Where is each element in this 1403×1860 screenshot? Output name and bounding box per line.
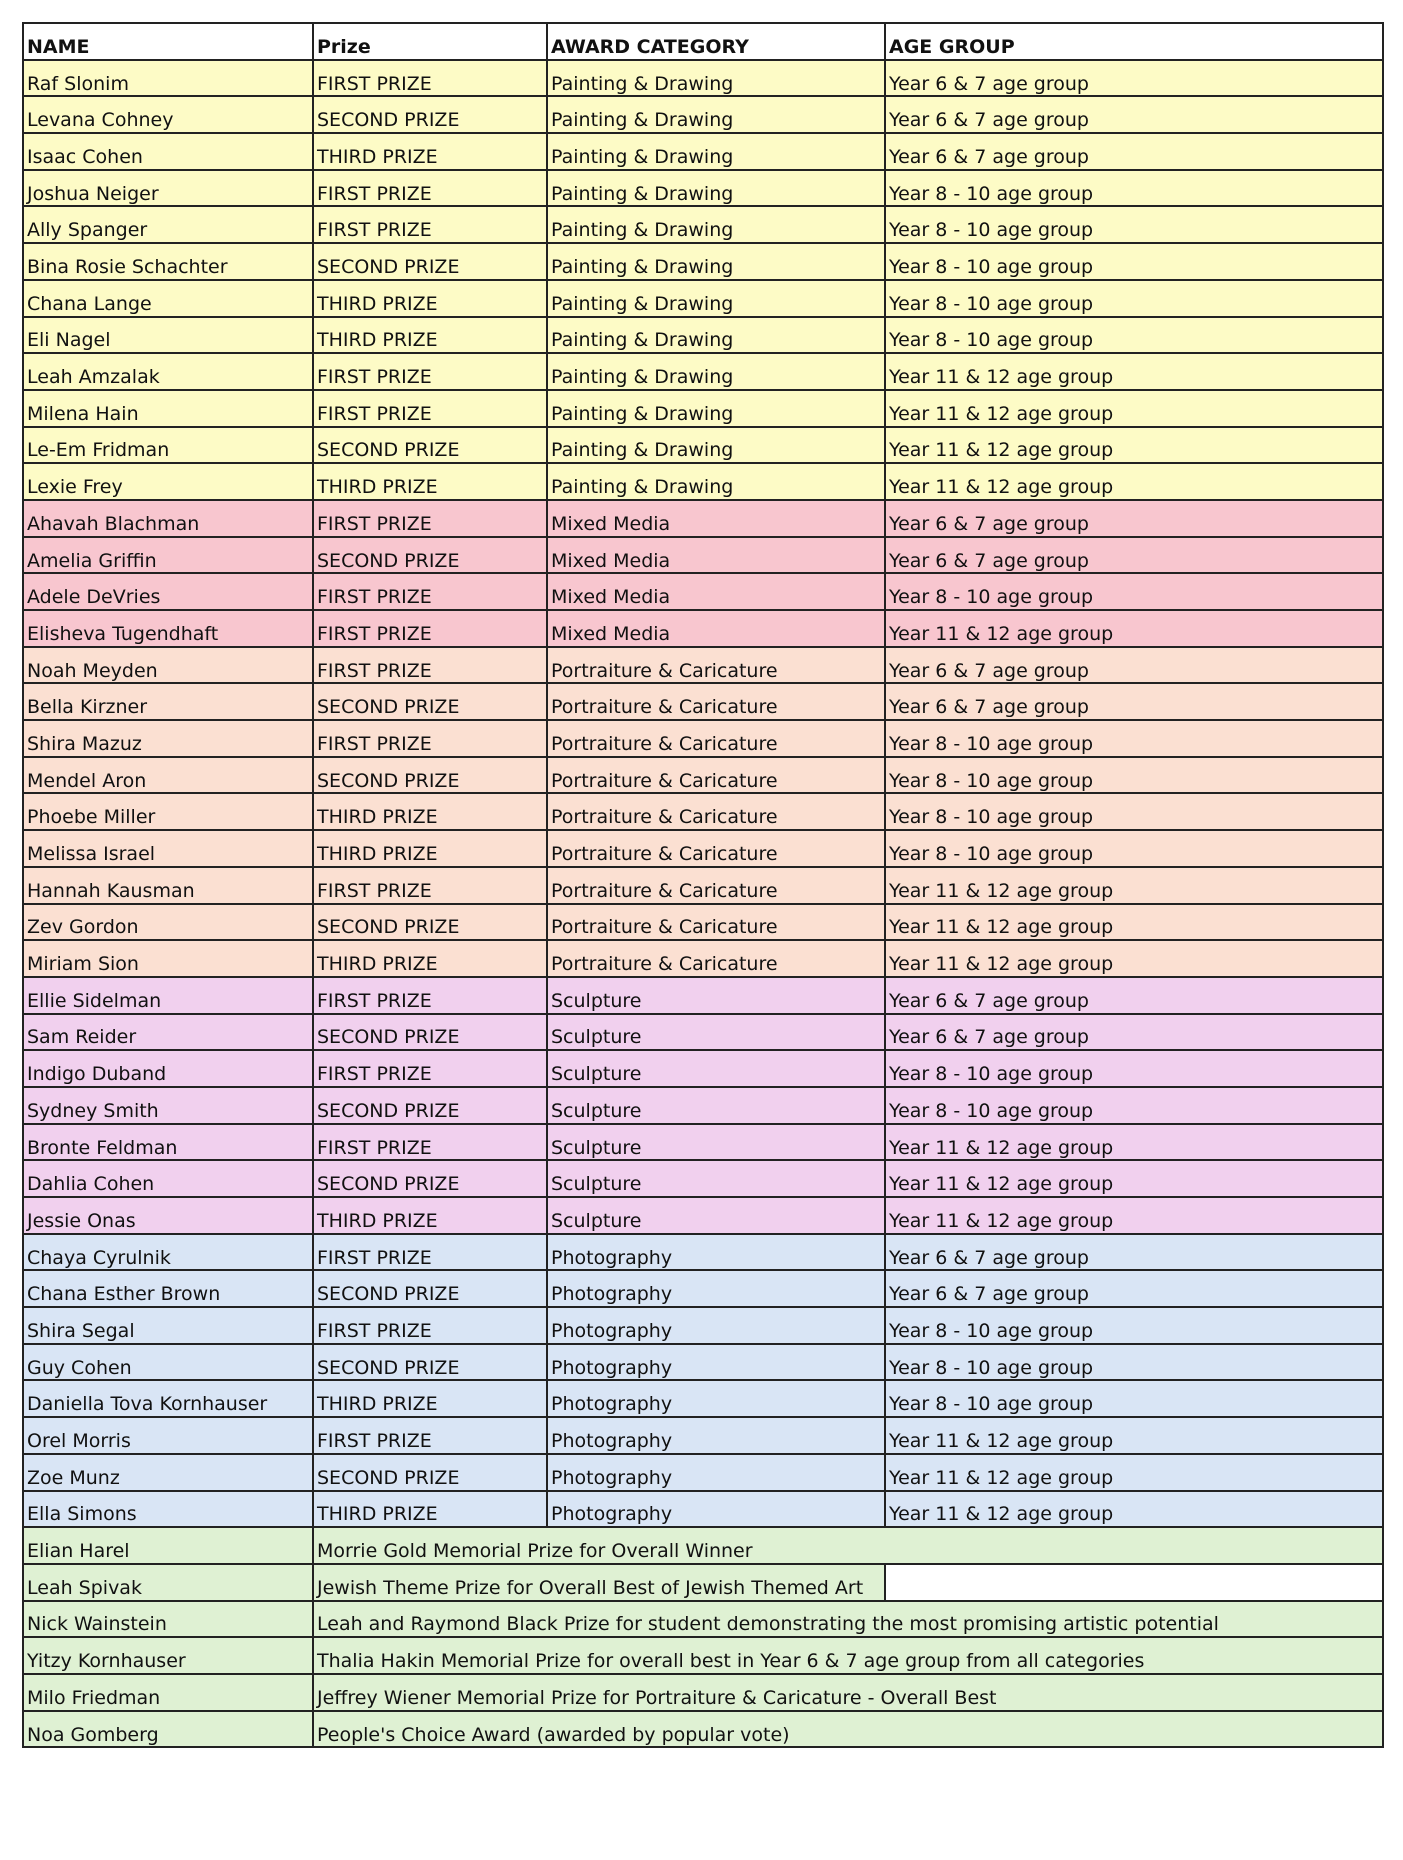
cell-age-group: Year 8 - 10 age group bbox=[885, 170, 1383, 207]
cell-age-group: Year 11 & 12 age group bbox=[885, 427, 1383, 464]
cell-prize: FIRST PRIZE bbox=[313, 60, 547, 97]
table-row bbox=[23, 280, 1383, 317]
cell-name: Ally Spanger bbox=[23, 206, 313, 243]
cell-prize: THIRD PRIZE bbox=[313, 1491, 547, 1528]
cell-award-category: Photography bbox=[547, 1270, 885, 1307]
cell-age-group: Year 6 & 7 age group bbox=[885, 683, 1383, 720]
cell-award-category: Mixed Media bbox=[547, 573, 885, 610]
cell-prize: FIRST PRIZE bbox=[313, 500, 547, 537]
cell-age-group: Year 6 & 7 age group bbox=[885, 500, 1383, 537]
table-row bbox=[23, 1380, 1383, 1417]
cell-prize: SECOND PRIZE bbox=[313, 1344, 547, 1381]
table-row bbox=[23, 1307, 1383, 1344]
cell-award-category: Portraiture & Caricature bbox=[547, 904, 885, 941]
header-row bbox=[23, 23, 1383, 60]
cell-name: Jessie Onas bbox=[23, 1197, 313, 1234]
cell-prize: SECOND PRIZE bbox=[313, 757, 547, 794]
cell-name: Bina Rosie Schachter bbox=[23, 243, 313, 280]
cell-name: Elian Harel bbox=[23, 1527, 313, 1564]
cell-age-group: Year 6 & 7 age group bbox=[885, 977, 1383, 1014]
cell-award-category: Photography bbox=[547, 1380, 885, 1417]
table-row bbox=[23, 683, 1383, 720]
cell-prize: FIRST PRIZE bbox=[313, 1124, 547, 1161]
cell-award-category: Painting & Drawing bbox=[547, 390, 885, 427]
cell-award-category: Mixed Media bbox=[547, 500, 885, 537]
cell-age-group: Year 11 & 12 age group bbox=[885, 353, 1383, 390]
cell-name: Mendel Aron bbox=[23, 757, 313, 794]
cell-name: Isaac Cohen bbox=[23, 133, 313, 170]
cell-age-group: Year 11 & 12 age group bbox=[885, 390, 1383, 427]
cell-award-category: Painting & Drawing bbox=[547, 206, 885, 243]
cell-name: Noa Gomberg bbox=[23, 1711, 313, 1748]
cell-award-category: Photography bbox=[547, 1234, 885, 1271]
cell-award-category: Portraiture & Caricature bbox=[547, 720, 885, 757]
table-row bbox=[23, 170, 1383, 207]
cell-age-group: Year 8 - 10 age group bbox=[885, 1087, 1383, 1124]
cell-award-category: Sculpture bbox=[547, 1124, 885, 1161]
table-row bbox=[23, 757, 1383, 794]
cell-name: Bella Kirzner bbox=[23, 683, 313, 720]
cell-name: Adele DeVries bbox=[23, 573, 313, 610]
cell-name: Leah Amzalak bbox=[23, 353, 313, 390]
cell-name: Raf Slonim bbox=[23, 60, 313, 97]
cell-prize: SECOND PRIZE bbox=[313, 1087, 547, 1124]
cell-prize: FIRST PRIZE bbox=[313, 1417, 547, 1454]
cell-age-group: Year 6 & 7 age group bbox=[885, 647, 1383, 684]
cell-award-category: Painting & Drawing bbox=[547, 170, 885, 207]
cell-name: Nick Wainstein bbox=[23, 1601, 313, 1638]
table-row bbox=[23, 647, 1383, 684]
cell-award-category: Photography bbox=[547, 1491, 885, 1528]
table-row bbox=[23, 353, 1383, 390]
cell-prize: THIRD PRIZE bbox=[313, 1197, 547, 1234]
cell-special-award: Morrie Gold Memorial Prize for Overall Winner bbox=[313, 1527, 1383, 1564]
cell-award-category: Sculpture bbox=[547, 1160, 885, 1197]
cell-age-group: Year 8 - 10 age group bbox=[885, 830, 1383, 867]
table-row bbox=[23, 904, 1383, 941]
cell-age-group: Year 11 & 12 age group bbox=[885, 1417, 1383, 1454]
table-row bbox=[23, 573, 1383, 610]
table-row bbox=[23, 1454, 1383, 1491]
cell-name: Noah Meyden bbox=[23, 647, 313, 684]
cell-prize: FIRST PRIZE bbox=[313, 867, 547, 904]
cell-prize: SECOND PRIZE bbox=[313, 243, 547, 280]
cell-prize: FIRST PRIZE bbox=[313, 1307, 547, 1344]
cell-age-group: Year 11 & 12 age group bbox=[885, 610, 1383, 647]
cell-name: Indigo Duband bbox=[23, 1050, 313, 1087]
cell-prize: FIRST PRIZE bbox=[313, 353, 547, 390]
table-row bbox=[23, 793, 1383, 830]
cell-age-group: Year 8 - 10 age group bbox=[885, 1380, 1383, 1417]
table-row bbox=[23, 720, 1383, 757]
special-prize-row bbox=[23, 1564, 1383, 1601]
cell-name: Elisheva Tugendhaft bbox=[23, 610, 313, 647]
cell-name: Zev Gordon bbox=[23, 904, 313, 941]
cell-prize: FIRST PRIZE bbox=[313, 390, 547, 427]
cell-award-category: Painting & Drawing bbox=[547, 133, 885, 170]
header-name: NAME bbox=[23, 23, 313, 60]
cell-age-group: Year 8 - 10 age group bbox=[885, 243, 1383, 280]
cell-age-group: Year 11 & 12 age group bbox=[885, 867, 1383, 904]
cell-special-award: Jewish Theme Prize for Overall Best of Jewish Themed Art bbox=[313, 1564, 885, 1601]
cell-name: Milena Hain bbox=[23, 390, 313, 427]
cell-name: Joshua Neiger bbox=[23, 170, 313, 207]
cell-award-category: Painting & Drawing bbox=[547, 96, 885, 133]
cell-prize: FIRST PRIZE bbox=[313, 720, 547, 757]
table-row bbox=[23, 1050, 1383, 1087]
table-row bbox=[23, 243, 1383, 280]
table-row bbox=[23, 1234, 1383, 1271]
cell-age-group: Year 6 & 7 age group bbox=[885, 96, 1383, 133]
table-row bbox=[23, 206, 1383, 243]
cell-name: Dahlia Cohen bbox=[23, 1160, 313, 1197]
cell-award-category: Sculpture bbox=[547, 1197, 885, 1234]
cell-age-group: Year 8 - 10 age group bbox=[885, 1307, 1383, 1344]
cell-age-group: Year 8 - 10 age group bbox=[885, 573, 1383, 610]
cell-award-category: Sculpture bbox=[547, 977, 885, 1014]
cell-name: Hannah Kausman bbox=[23, 867, 313, 904]
cell-prize: THIRD PRIZE bbox=[313, 940, 547, 977]
cell-prize: THIRD PRIZE bbox=[313, 1380, 547, 1417]
cell-age-group: Year 11 & 12 age group bbox=[885, 463, 1383, 500]
cell-name: Lexie Frey bbox=[23, 463, 313, 500]
cell-name: Shira Mazuz bbox=[23, 720, 313, 757]
cell-award-category: Portraiture & Caricature bbox=[547, 830, 885, 867]
cell-age-group: Year 6 & 7 age group bbox=[885, 1234, 1383, 1271]
cell-award-category: Painting & Drawing bbox=[547, 353, 885, 390]
cell-prize: THIRD PRIZE bbox=[313, 793, 547, 830]
cell-award-category: Portraiture & Caricature bbox=[547, 647, 885, 684]
cell-award-category: Portraiture & Caricature bbox=[547, 940, 885, 977]
cell-award-category: Painting & Drawing bbox=[547, 280, 885, 317]
cell-name: Miriam Sion bbox=[23, 940, 313, 977]
cell-prize: FIRST PRIZE bbox=[313, 206, 547, 243]
cell-age-group: Year 8 - 10 age group bbox=[885, 1344, 1383, 1381]
cell-age-group: Year 11 & 12 age group bbox=[885, 1197, 1383, 1234]
cell-prize: THIRD PRIZE bbox=[313, 280, 547, 317]
special-prize-row bbox=[23, 1601, 1383, 1638]
table-row bbox=[23, 537, 1383, 574]
cell-award-category: Sculpture bbox=[547, 1014, 885, 1051]
cell-prize: SECOND PRIZE bbox=[313, 1454, 547, 1491]
cell-prize: THIRD PRIZE bbox=[313, 830, 547, 867]
cell-prize: FIRST PRIZE bbox=[313, 170, 547, 207]
cell-prize: SECOND PRIZE bbox=[313, 683, 547, 720]
cell-award-category: Sculpture bbox=[547, 1087, 885, 1124]
table-row bbox=[23, 1197, 1383, 1234]
cell-name: Ella Simons bbox=[23, 1491, 313, 1528]
cell-award-category: Painting & Drawing bbox=[547, 427, 885, 464]
cell-age-group: Year 6 & 7 age group bbox=[885, 133, 1383, 170]
cell-prize: THIRD PRIZE bbox=[313, 463, 547, 500]
table-row bbox=[23, 830, 1383, 867]
cell-empty bbox=[885, 1564, 1383, 1601]
cell-name: Yitzy Kornhauser bbox=[23, 1637, 313, 1674]
table-row bbox=[23, 1270, 1383, 1307]
cell-prize: SECOND PRIZE bbox=[313, 1014, 547, 1051]
cell-name: Zoe Munz bbox=[23, 1454, 313, 1491]
cell-award-category: Photography bbox=[547, 1454, 885, 1491]
cell-award-category: Photography bbox=[547, 1307, 885, 1344]
cell-name: Amelia Griffin bbox=[23, 537, 313, 574]
cell-prize: SECOND PRIZE bbox=[313, 1160, 547, 1197]
cell-award-category: Painting & Drawing bbox=[547, 317, 885, 354]
cell-age-group: Year 8 - 10 age group bbox=[885, 757, 1383, 794]
table-row bbox=[23, 940, 1383, 977]
cell-age-group: Year 6 & 7 age group bbox=[885, 537, 1383, 574]
cell-age-group: Year 6 & 7 age group bbox=[885, 1270, 1383, 1307]
cell-prize: THIRD PRIZE bbox=[313, 133, 547, 170]
cell-name: Shira Segal bbox=[23, 1307, 313, 1344]
cell-award-category: Painting & Drawing bbox=[547, 243, 885, 280]
table-row bbox=[23, 1124, 1383, 1161]
table-row bbox=[23, 60, 1383, 97]
cell-age-group: Year 11 & 12 age group bbox=[885, 1491, 1383, 1528]
header-age-group: AGE GROUP bbox=[885, 23, 1383, 60]
table-row bbox=[23, 133, 1383, 170]
table-row bbox=[23, 390, 1383, 427]
cell-age-group: Year 11 & 12 age group bbox=[885, 904, 1383, 941]
cell-age-group: Year 8 - 10 age group bbox=[885, 1050, 1383, 1087]
special-prize-row bbox=[23, 1527, 1383, 1564]
table-row bbox=[23, 1344, 1383, 1381]
cell-prize: FIRST PRIZE bbox=[313, 610, 547, 647]
cell-name: Leah Spivak bbox=[23, 1564, 313, 1601]
cell-name: Daniella Tova Kornhauser bbox=[23, 1380, 313, 1417]
cell-award-category: Portraiture & Caricature bbox=[547, 683, 885, 720]
awards-table bbox=[22, 22, 1384, 1748]
cell-age-group: Year 6 & 7 age group bbox=[885, 1014, 1383, 1051]
cell-name: Melissa Israel bbox=[23, 830, 313, 867]
cell-name: Le-Em Fridman bbox=[23, 427, 313, 464]
cell-age-group: Year 8 - 10 age group bbox=[885, 280, 1383, 317]
cell-special-award: Leah and Raymond Black Prize for student demonstrating the most promising artistic potential bbox=[313, 1601, 1383, 1638]
cell-prize: THIRD PRIZE bbox=[313, 317, 547, 354]
table-row bbox=[23, 1087, 1383, 1124]
cell-prize: FIRST PRIZE bbox=[313, 647, 547, 684]
cell-name: Bronte Feldman bbox=[23, 1124, 313, 1161]
cell-award-category: Mixed Media bbox=[547, 537, 885, 574]
cell-age-group: Year 11 & 12 age group bbox=[885, 940, 1383, 977]
cell-age-group: Year 11 & 12 age group bbox=[885, 1160, 1383, 1197]
header-prize: Prize bbox=[313, 23, 547, 60]
table-row bbox=[23, 1491, 1383, 1528]
cell-award-category: Mixed Media bbox=[547, 610, 885, 647]
cell-age-group: Year 8 - 10 age group bbox=[885, 206, 1383, 243]
cell-age-group: Year 11 & 12 age group bbox=[885, 1124, 1383, 1161]
cell-special-award: Thalia Hakin Memorial Prize for overall best in Year 6 & 7 age group from all categories bbox=[313, 1637, 1383, 1674]
special-prize-row bbox=[23, 1674, 1383, 1711]
table-row bbox=[23, 500, 1383, 537]
cell-name: Orel Morris bbox=[23, 1417, 313, 1454]
cell-name: Chana Esther Brown bbox=[23, 1270, 313, 1307]
cell-prize: FIRST PRIZE bbox=[313, 977, 547, 1014]
cell-age-group: Year 8 - 10 age group bbox=[885, 720, 1383, 757]
cell-age-group: Year 6 & 7 age group bbox=[885, 60, 1383, 97]
cell-prize: SECOND PRIZE bbox=[313, 537, 547, 574]
cell-prize: SECOND PRIZE bbox=[313, 904, 547, 941]
cell-prize: SECOND PRIZE bbox=[313, 427, 547, 464]
cell-prize: SECOND PRIZE bbox=[313, 1270, 547, 1307]
table-row bbox=[23, 1417, 1383, 1454]
cell-award-category: Sculpture bbox=[547, 1050, 885, 1087]
cell-age-group: Year 11 & 12 age group bbox=[885, 1454, 1383, 1491]
table-row bbox=[23, 427, 1383, 464]
cell-award-category: Photography bbox=[547, 1344, 885, 1381]
cell-name: Ellie Sidelman bbox=[23, 977, 313, 1014]
special-prize-row bbox=[23, 1637, 1383, 1674]
table-row bbox=[23, 463, 1383, 500]
table-row bbox=[23, 610, 1383, 647]
table-row bbox=[23, 96, 1383, 133]
cell-name: Sydney Smith bbox=[23, 1087, 313, 1124]
cell-prize: SECOND PRIZE bbox=[313, 96, 547, 133]
table-row bbox=[23, 317, 1383, 354]
cell-prize: FIRST PRIZE bbox=[313, 573, 547, 610]
header-award-category: AWARD CATEGORY bbox=[547, 23, 885, 60]
table-row bbox=[23, 1160, 1383, 1197]
awards-table-body bbox=[23, 23, 1383, 1747]
cell-award-category: Photography bbox=[547, 1417, 885, 1454]
cell-award-category: Portraiture & Caricature bbox=[547, 793, 885, 830]
cell-name: Ahavah Blachman bbox=[23, 500, 313, 537]
table-row bbox=[23, 1014, 1383, 1051]
special-prize-row bbox=[23, 1711, 1383, 1748]
cell-prize: FIRST PRIZE bbox=[313, 1234, 547, 1271]
cell-age-group: Year 8 - 10 age group bbox=[885, 317, 1383, 354]
cell-name: Levana Cohney bbox=[23, 96, 313, 133]
cell-award-category: Portraiture & Caricature bbox=[547, 867, 885, 904]
cell-award-category: Portraiture & Caricature bbox=[547, 757, 885, 794]
cell-name: Sam Reider bbox=[23, 1014, 313, 1051]
cell-name: Milo Friedman bbox=[23, 1674, 313, 1711]
cell-age-group: Year 8 - 10 age group bbox=[885, 793, 1383, 830]
cell-award-category: Painting & Drawing bbox=[547, 463, 885, 500]
cell-name: Phoebe Miller bbox=[23, 793, 313, 830]
cell-name: Guy Cohen bbox=[23, 1344, 313, 1381]
cell-award-category: Painting & Drawing bbox=[547, 60, 885, 97]
cell-special-award: People's Choice Award (awarded by popular vote) bbox=[313, 1711, 1383, 1748]
cell-name: Chana Lange bbox=[23, 280, 313, 317]
cell-name: Eli Nagel bbox=[23, 317, 313, 354]
cell-prize: FIRST PRIZE bbox=[313, 1050, 547, 1087]
table-row bbox=[23, 977, 1383, 1014]
cell-name: Chaya Cyrulnik bbox=[23, 1234, 313, 1271]
cell-special-award: Jeffrey Wiener Memorial Prize for Portraiture & Caricature - Overall Best bbox=[313, 1674, 1383, 1711]
table-row bbox=[23, 867, 1383, 904]
